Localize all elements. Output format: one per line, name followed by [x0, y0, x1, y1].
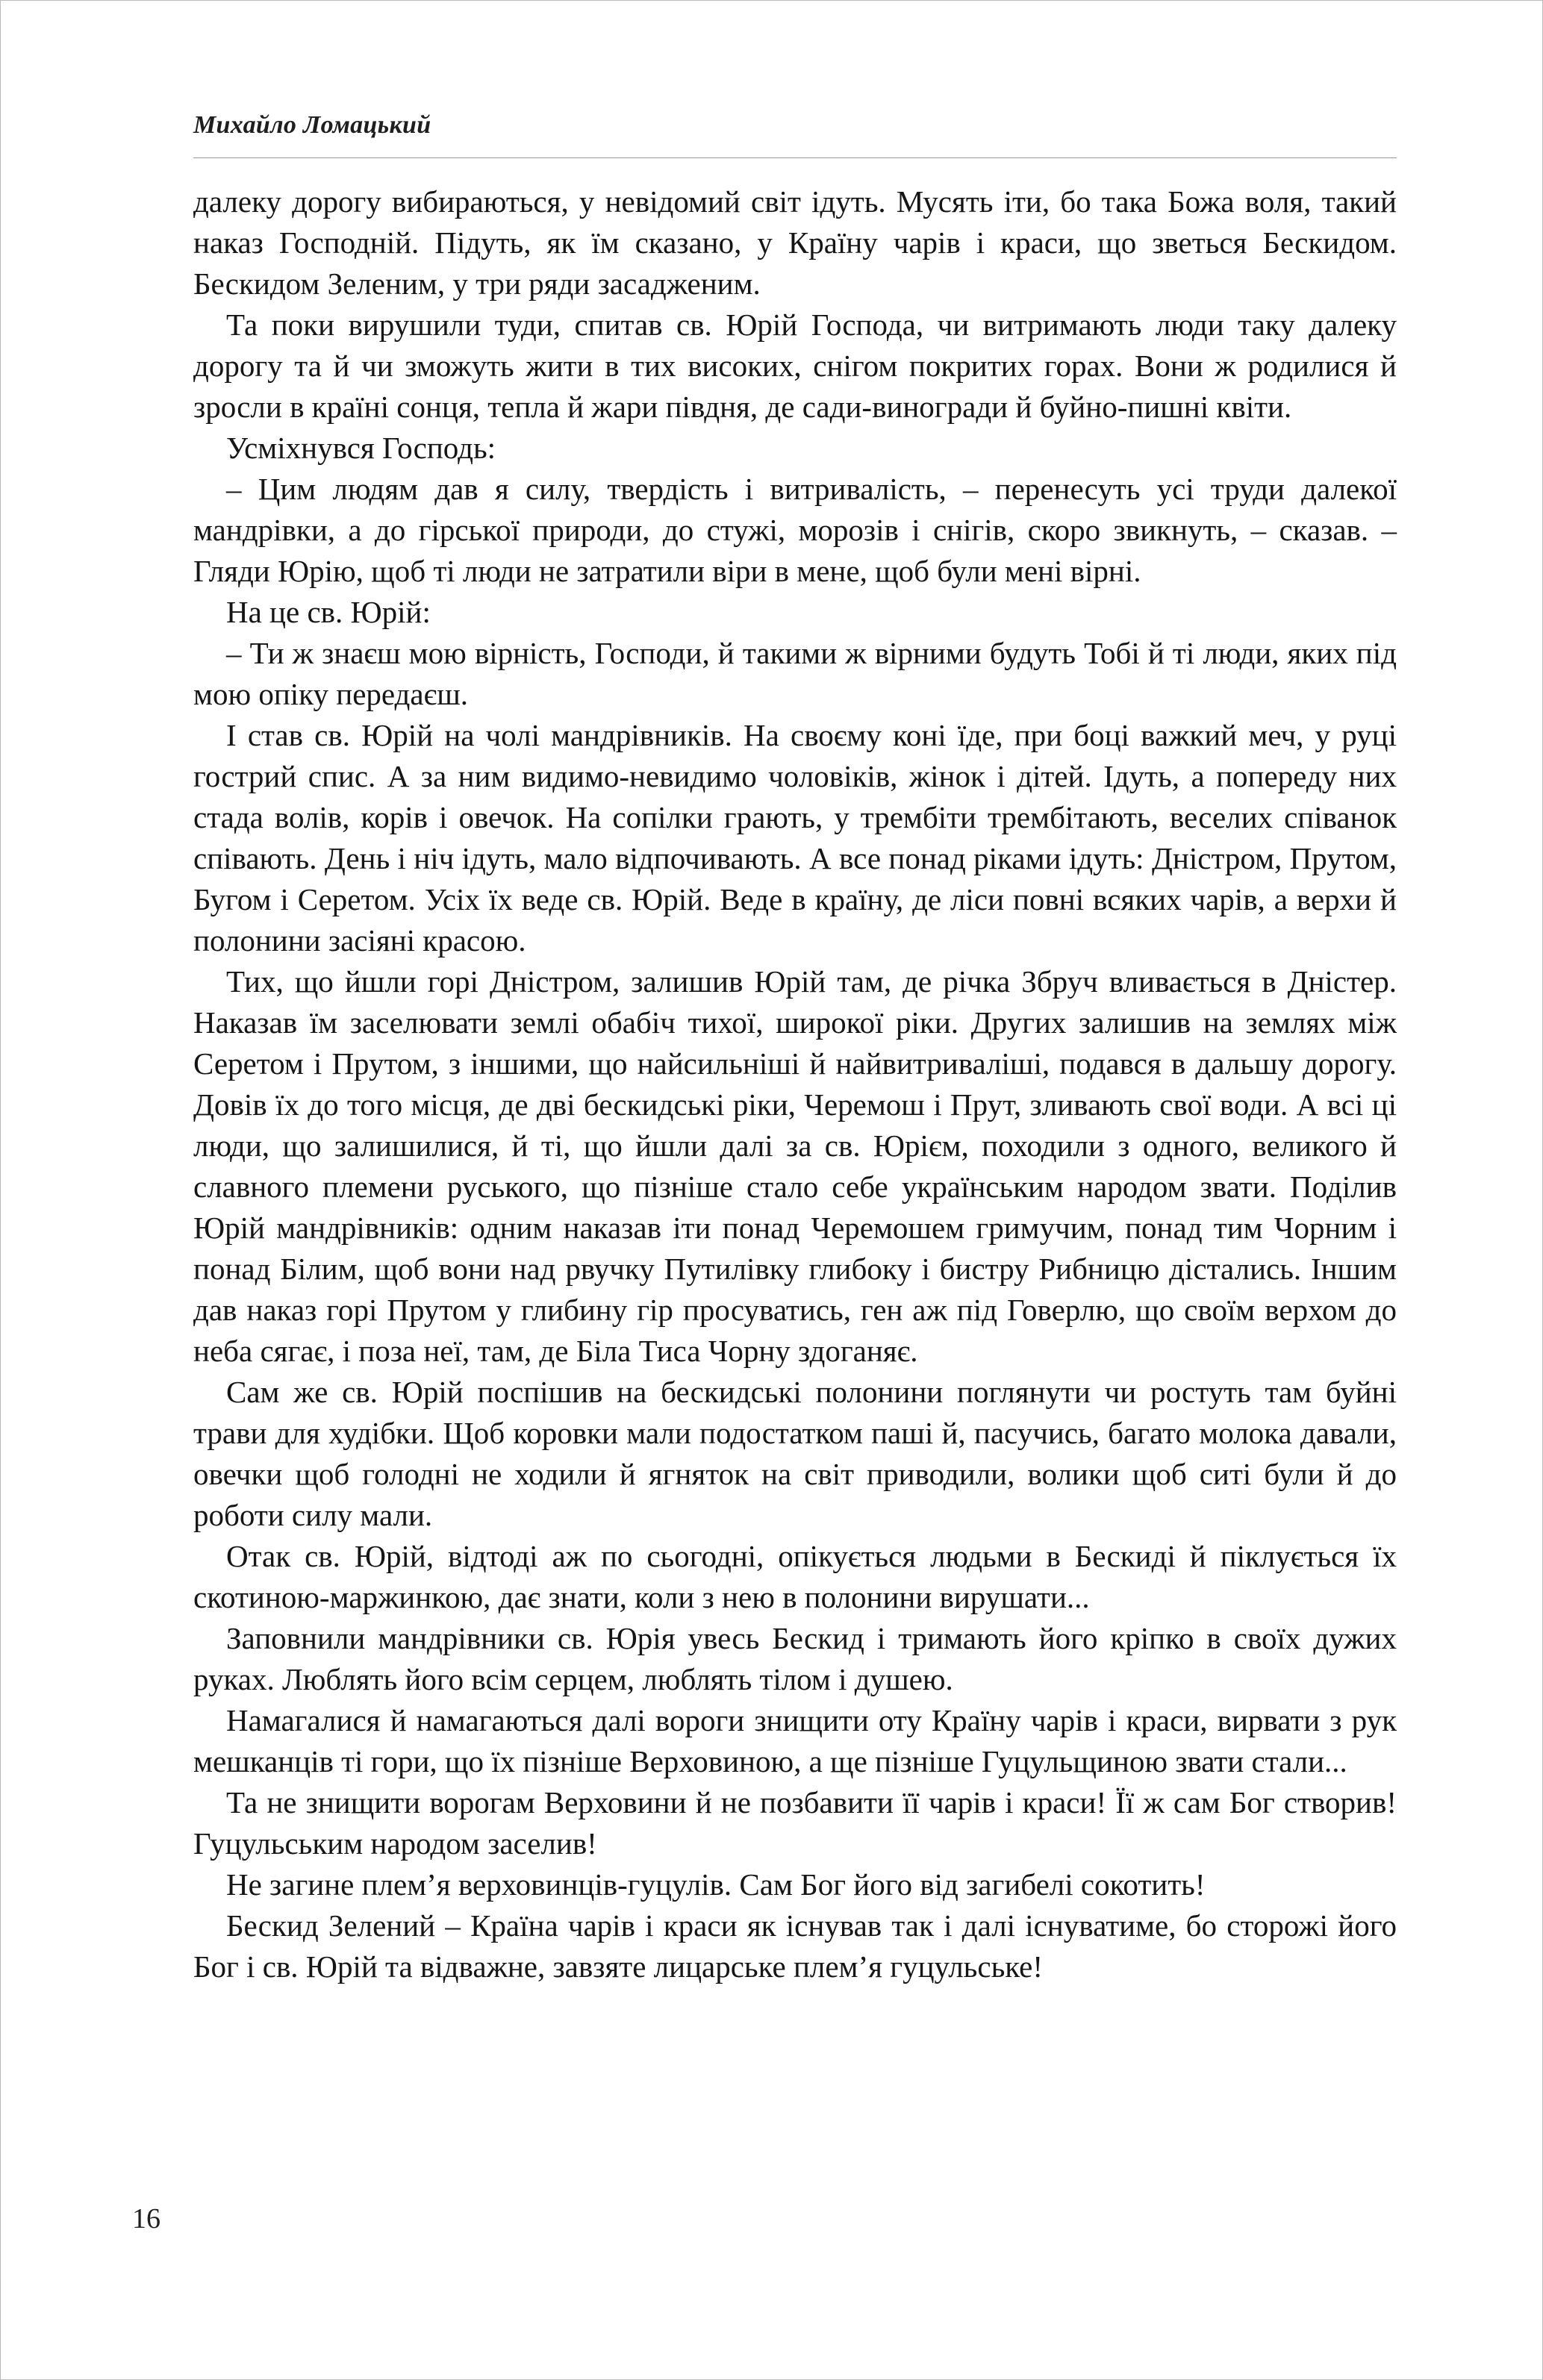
header-rule: [193, 157, 1397, 158]
running-header: [193, 111, 1397, 140]
paragraph: – Ти ж знаєш мою вірність, Господи, й такими ж вірними будуть Тобі й ті люди, яких під мою опіку передаєш.: [193, 636, 1397, 711]
paragraph: Тих, що йшли горі Дністром, залишив Юрій там, де річка Збруч вливається в Дністер. Наказав їм заселювати землі обабіч тихої, широкої ріки. Других залишив на землях між Серетом і Прутом, з іншими, що найсильніші й найвитриваліші, подався в дальшу дорогу. Довів їх до того місця, де дві бескидські ріки, Черемош і Прут, зливають свої води. А всі ці люди, що залишилися, й ті, що йшли далі за св. Юрієм, походили з одного, великого й славного племени руського, що пізніше стало себе українським народом звати. Поділив Юрій мандрівників: одним наказав іти понад Черемошем гримучим, понад тим Чорним і понад Білим, щоб вони над рвучку Путилівку глибоку і бистру Рибницю дістались. Іншим дав наказ горі Прутом у глибину гір просуватись, ген аж під Говерлю, що своїм верхом до неба сягає, і поза неї, там, де Біла Тиса Чорну здоганяє.: [193, 964, 1397, 1368]
paragraph: Не загине плем’я верховинців-гуцулів. Сам Бог його від загибелі сокотить!: [226, 1867, 1206, 1902]
paragraph: – Цим людям дав я силу, твердість і витривалість, – перенесуть усі труди далекої мандрівки, а до гірської природи, до стужі, морозів і снігів, скоро звикнуть, – сказав. – Гляди Юрію, щоб ті люди не затратили віри в мене, щоб були мені вірні.: [193, 472, 1397, 588]
paragraph: далеку дорогу вибираються, у невідомий світ ідуть. Мусять іти, бо така Божа воля, такий наказ Господній. Підуть, як їм сказано, у Країну чарів і краси, що зветься Бескидом. Бескидом Зеленим, у три ряди засадженим.: [193, 184, 1397, 301]
body-text: [193, 181, 1397, 1987]
paragraph: На це св. Юрій:: [226, 595, 431, 629]
paragraph: Та поки вирушили туди, спитав св. Юрій Господа, чи витримають люди таку далеку дорогу та й чи зможуть жити в тих високих, снігом покритих горах. Вони ж родилися й зросли в країні сонця, тепла й жари півдня, де сади-виногради й буйно-пишні квіти.: [193, 307, 1397, 424]
paragraph: Бескид Зелений – Країна чарів і краси як існував так і далі існуватиме, бо сторожі його Бог і св. Юрій та відважне, завзяте лицарське плем’я гуцульське!: [193, 1908, 1397, 1984]
paragraph: Отак св. Юрій, відтоді аж по сьогодні, опікується людьми в Бескиді й піклується їх скотиною-маржинкою, дає знати, коли з нею в полонини вирушати...: [193, 1539, 1397, 1614]
paragraph: І став св. Юрій на чолі мандрівників. На своєму коні їде, при боці важкий меч, у руці гострий спис. А за ним видимо-невидимо чоловіків, жінок і дітей. Ідуть, а попереду них стада волів, корів і овечок. На сопілки грають, у трембіти трембітають, веселих співанок співають. День і ніч ідуть, мало відпочивають. А все понад ріками ідуть: Дністром, Прутом, Бугом і Серетом. Усіх їх веде св. Юрій. Веде в країну, де ліси повні всяких чарів, а верхи й полонини засіяні красою.: [193, 718, 1397, 958]
paragraph: Заповнили мандрівники св. Юрія увесь Бескид і тримають його кріпко в своїх дужих руках. Люблять його всім серцем, люблять тілом і душею.: [193, 1621, 1397, 1696]
paragraph: Сам же св. Юрій поспішив на бескидські полонини поглянути чи ростуть там буйні трави для худібки. Щоб коровки мали подостатком паші й, пасучись, багато молока давали, овечки щоб голодні не ходили й ягняток на світ приводили, волики щоб ситі були й до роботи силу мали.: [193, 1375, 1397, 1532]
paragraph: Намагалися й намагаються далі вороги знищити оту Країну чарів і краси, вирвати з рук мешканців ті гори, що їх пізніше Верховиною, а ще пізніше Гуцульщиною звати стали...: [193, 1703, 1397, 1778]
page-number: 16: [132, 2203, 160, 2234]
paragraph: Та не знищити ворогам Верховини й не позбавити її чарів і краси! Її ж сам Бог створив! Гуцульським народом заселив!: [193, 1785, 1397, 1861]
paragraph: Усміхнувся Господь:: [226, 431, 496, 465]
author-name: Михайло Ломацький: [193, 111, 431, 139]
